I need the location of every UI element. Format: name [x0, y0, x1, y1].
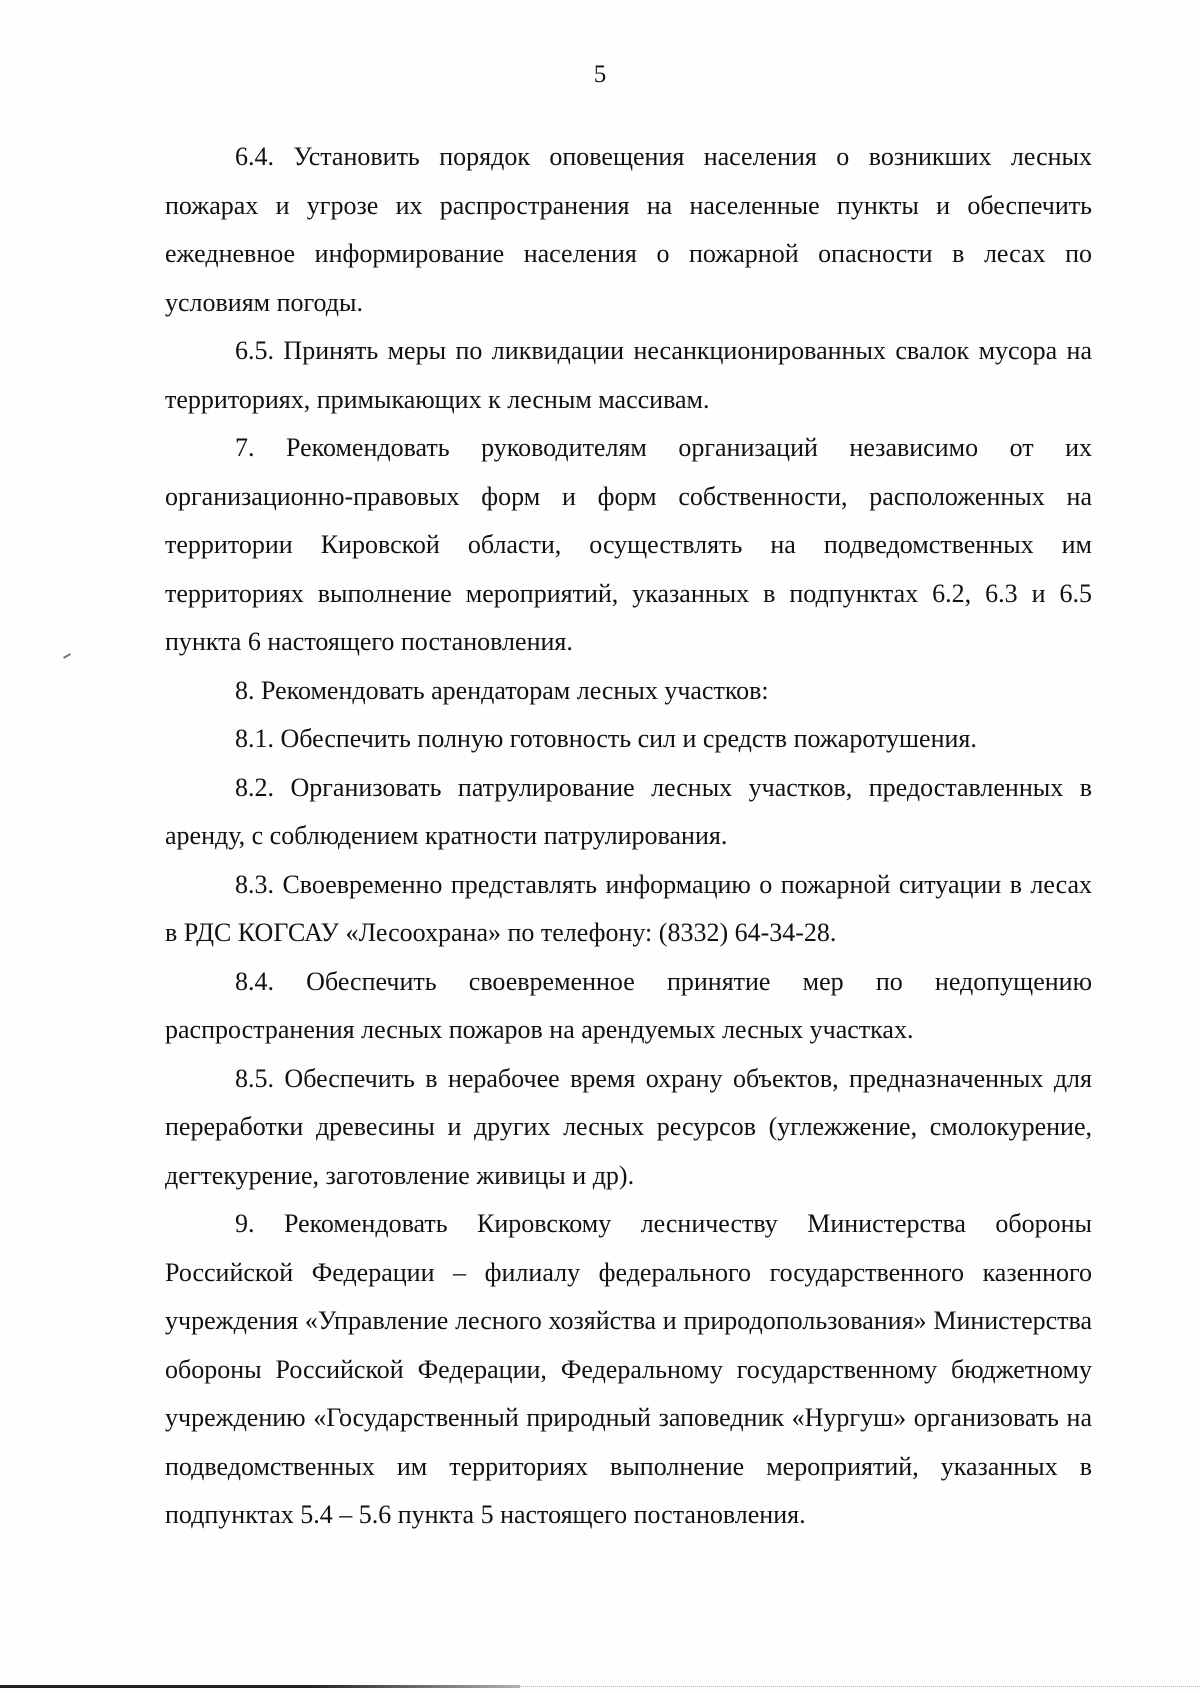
page-number: 5	[593, 61, 607, 88]
paragraph-6-4: 6.4. Установить порядок оповещения населения о возникших лесных пожарах и угрозе их распространения на населенные пункты и обеспечить ежедневное информирование населения о пожарной опасности в лесах по условиям погоды.	[165, 142, 1092, 317]
paragraph-8-5: 8.5. Обеспечить в нерабочее время охрану объектов, предназначенных для переработки древесины и других лесных ресурсов (углежжение, смолокурение, дегтекурение, заготовление живицы и др).	[165, 1063, 1092, 1190]
paragraph-7: 7. Рекомендовать руководителям организаций независимо от их организационно-правовых форм и форм собственности, расположенных на территории Кировской области, осуществлять на подведомственных им территориях выполнение мероприятий, указанных в подпунктах 6.2, 6.3 и 6.5 пункта 6 настоящего постановления.	[165, 433, 1092, 656]
paragraph-8: 8. Рекомендовать арендаторам лесных участков:	[235, 675, 769, 705]
paragraph-9: 9. Рекомендовать Кировскому лесничеству Министерства обороны Российской Федерации – филиалу федерального государственного казенного учреждения «Управление лесного хозяйства и природопользования» Министерства обороны Российской Федерации, Федеральному государственному бюджетному учреждению «Государственный природный заповедник «Нургуш» организовать на подведомственных им территориях выполнение мероприятий, указанных в подпунктах 5.4 – 5.6 пункта 5 настоящего постановления.	[165, 1209, 1092, 1529]
scan-edge-dots	[520, 1686, 1200, 1688]
scan-speck	[63, 653, 71, 659]
scan-edge-line	[0, 1685, 520, 1688]
paragraph-6-5: 6.5. Принять меры по ликвидации несанкционированных свалок мусора на территориях, примыкающих к лесным массивам.	[165, 336, 1092, 414]
paragraph-8-2: 8.2. Организовать патрулирование лесных участков, предоставленных в аренду, с соблюдением кратности патрулирования.	[165, 772, 1092, 850]
paragraph-8-3: 8.3. Своевременно представлять информацию о пожарной ситуации в лесах в РДС КОГСАУ «Лесоохрана» по телефону: (8332) 64-34-28.	[165, 869, 1092, 947]
paragraph-8-4: 8.4. Обеспечить своевременное принятие мер по недопущению распространения лесных пожаров на арендуемых лесных участках.	[165, 966, 1092, 1044]
document-body	[165, 133, 1092, 1540]
paragraph-8-1: 8.1. Обеспечить полную готовность сил и средств пожаротушения.	[235, 724, 977, 753]
